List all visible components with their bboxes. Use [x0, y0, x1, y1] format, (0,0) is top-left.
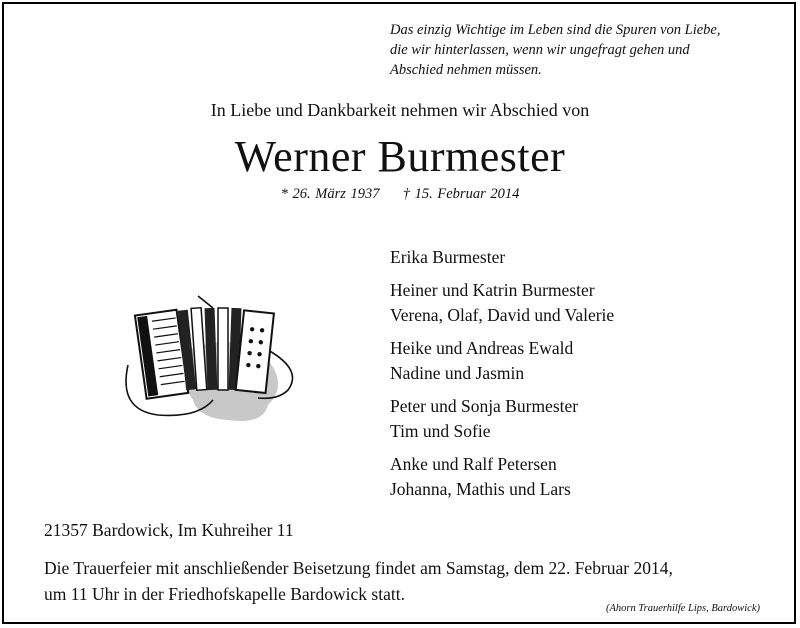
- mourner-group: [390, 452, 614, 502]
- mourner-line: Heike und Andreas Ewald: [390, 338, 574, 358]
- accordion-icon: [118, 290, 308, 435]
- mourner-line: Anke und Ralf Petersen: [390, 454, 557, 474]
- mourner-line: Nadine und Jasmin: [390, 363, 525, 383]
- mourner-line: Johanna, Mathis und Lars: [390, 479, 571, 499]
- birth-date: * 26. März 1937: [280, 186, 380, 202]
- service-line: um 11 Uhr in der Friedhofskapelle Bardowick statt.: [44, 584, 405, 604]
- mourner-line: Peter und Sonja Burmester: [390, 396, 579, 416]
- funeral-home-credit: (Ahorn Trauerhilfe Lips, Bardowick): [605, 603, 760, 614]
- mourner-line: Erika Burmester: [390, 247, 506, 267]
- mourner-line: Tim und Sofie: [390, 421, 491, 441]
- address: 21357 Bardowick, Im Kuhreiher 11: [44, 520, 294, 540]
- quote-line: Abschied nehmen müssen.: [390, 62, 542, 78]
- quote-line: Das einzig Wichtige im Leben sind die Spuren von Liebe,: [390, 22, 721, 38]
- quote: [390, 20, 790, 80]
- service-info: [44, 555, 760, 607]
- death-date: † 15. Februar 2014: [402, 186, 520, 202]
- mourner-group: [390, 336, 614, 386]
- mourner-group: [390, 394, 614, 444]
- mourner-line: Heiner und Katrin Burmester: [390, 280, 595, 300]
- mourner-line: Verena, Olaf, David und Valerie: [390, 305, 615, 325]
- life-dates: [0, 186, 800, 203]
- mourner-group: [390, 245, 614, 270]
- quote-line: die wir hinterlassen, wenn wir ungefragt gehen und: [390, 42, 690, 58]
- deceased-name: Werner Burmester: [234, 132, 566, 181]
- service-line: Die Trauerfeier mit anschließender Beisetzung findet am Samstag, dem 22. Februar 2014,: [44, 558, 673, 578]
- intro-text: In Liebe und Dankbarkeit nehmen wir Abschied von: [210, 100, 590, 120]
- mourners-list: [390, 245, 614, 510]
- mourner-group: [390, 278, 614, 328]
